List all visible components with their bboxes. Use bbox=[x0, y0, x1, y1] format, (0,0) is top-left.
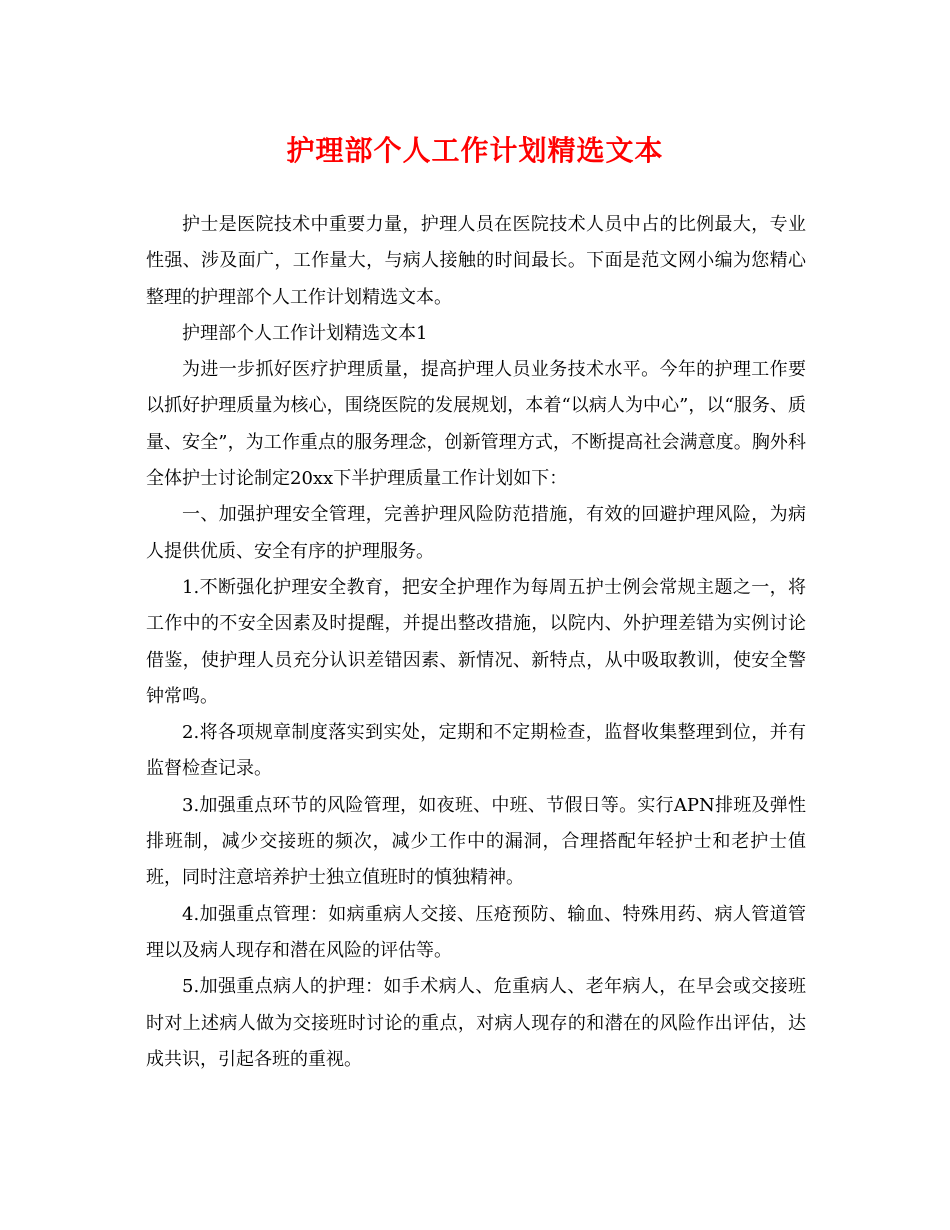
document-title: 护理部个人工作计划精选文本 bbox=[286, 134, 664, 167]
paragraph-subitem-5: 5.加强重点病人的护理：如手术病人、危重病人、老年病人，在早会或交接班时对上述病人做为交接班时讨论的重点，对病人现存的和潜在的风险作出评估，达成共识，引起各班的重视。 bbox=[146, 976, 806, 1070]
paragraph-subitem-4: 4.加强重点管理：如病重病人交接、压疮预防、输血、特殊用药、病人管道管理以及病人现存和潜在风险的评估等。 bbox=[146, 903, 806, 961]
paragraph-subitem-3: 3.加强重点环节的风险管理，如夜班、中班、节假日等。实行APN排班及弹性排班制，减少交接班的频次，减少工作中的漏洞，合理搭配年轻护士和老护士值班，同时注意培养护士独立值班时的慎独精神。 bbox=[146, 794, 806, 889]
paragraph-preface: 为进一步抓好医疗护理质量，提高护理人员业务技术水平。今年的护理工作要以抓好护理质量为核心，围绕医院的发展规划，本着“以病人为中心”，以“服务、质量、安全”，为工作重点的服务理念，创新管理方式，不断提高社会满意度。胸外科全体护士讨论制定20xx下半护理质量工作计划如下： bbox=[146, 359, 806, 490]
paragraph-item-one: 一、加强护理安全管理，完善护理风险防范措施，有效的回避护理风险，为病人提供优质、安全有序的护理服务。 bbox=[146, 504, 806, 562]
paragraph-section-heading: 护理部个人工作计划精选文本1 bbox=[182, 322, 428, 344]
paragraph-subitem-1: 1.不断强化护理安全教育，把安全护理作为每周五护士例会常规主题之一，将工作中的不安全因素及时提醒，并提出整改措施，以院内、外护理差错为实例讨论借鉴，使护理人员充分认识差错因素、新情况、新特点，从中吸取教训，使安全警钟常鸣。 bbox=[146, 576, 806, 707]
paragraph-subitem-2: 2.将各项规章制度落实到实处，定期和不定期检查，监督收集整理到位，并有监督检查记录。 bbox=[146, 722, 806, 780]
paragraph-intro: 护士是医院技术中重要力量，护理人员在医院技术人员中占的比例最大，专业性强、涉及面广，工作量大，与病人接触的时间最长。下面是范文网小编为您精心整理的护理部个人工作计划精选文本。 bbox=[146, 214, 806, 308]
document-body bbox=[146, 207, 806, 1078]
